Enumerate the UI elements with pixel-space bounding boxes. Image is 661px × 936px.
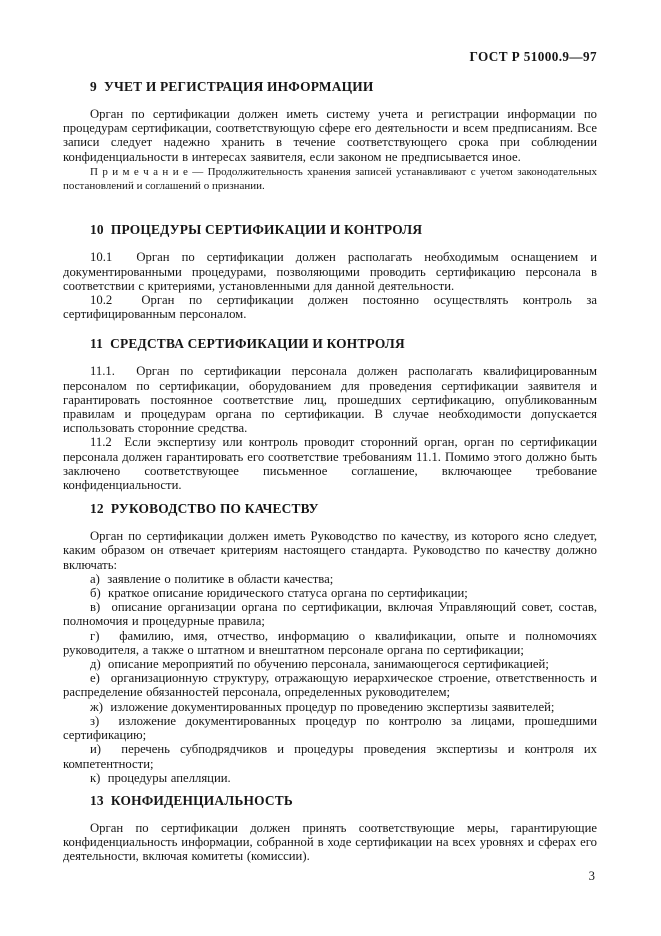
section-9-heading: 9 УЧЕТ И РЕГИСТРАЦИЯ ИНФОРМАЦИИ: [90, 79, 374, 94]
section-12-item-v: в) описание организации органа по сертификации, включая Управляющий совет, состав, полномочия и процедурные правила;: [63, 600, 597, 629]
section-11-heading: 11 СРЕДСТВА СЕРТИФИКАЦИИ И КОНТРОЛЯ: [90, 336, 405, 352]
page-content: [63, 0, 597, 884]
section-11-paragraph-1: 11.1. Орган по сертификации персонала должен располагать квалифицированным персоналом по сертификации, оборудованием для проведения сертификации заявителя и гарантировать постоянное соответствие лиц, прошедших сертификацию, опубликованным правилам и процедурам органа по сертификации. В случае необходимости допускается использовать сторонние средства.: [63, 364, 597, 436]
section-12-item-e: е) организационную структуру, отражающую иерархическое строение, ответственность и распределение обязанностей персонала, определенных руководителем;: [63, 671, 597, 700]
section-12-intro: Орган по сертификации должен иметь Руководство по качеству, из которого ясно следует, каким образом он отвечает критериям настоящего стандарта. Руководство по качеству должно включать:: [63, 529, 597, 572]
section-12-item-d: д) описание мероприятий по обучению персонала, занимающегося сертификацией;: [90, 657, 549, 672]
section-12-item-zh: ж) изложение документированных процедур по проведению экспертизы заявителей;: [90, 699, 555, 714]
section-10-paragraph-2: 10.2 Орган по сертификации должен постоянно осуществлять контроль за сертифицированным персоналом.: [63, 293, 597, 322]
section-9-note: П р и м е ч а н и е — Продолжительность хранения записей устанавливают с учетом законодательных постановлений и соглашений о признании.: [63, 165, 597, 192]
section-13-paragraph: Орган по сертификации должен принять соответствующие меры, гарантирующие конфиденциальность информации, собранной в ходе сертификации на всех уровнях и сферах его деятельности, включая комитеты (комиссии).: [63, 820, 597, 864]
section-13-heading: 13 КОНФИДЕНЦИАЛЬНОСТЬ: [90, 792, 293, 808]
section-9-paragraph: Орган по сертификации должен иметь систему учета и регистрации информации по процедурам сертификации, соответствующую сфере его деятельности и всем предписаниям. Все записи следует надежно хранить в течение соответствующего срока при соблюдении конфиденциальности в интересах заявителя, если законом не предписывается иное.: [63, 107, 597, 164]
section-10-paragraph-1: 10.1 Орган по сертификации должен располагать необходимым оснащением и документированными процедурами, позволяющими проводить сертификацию персонала в соответствии с критериями, установленными для данной деятельности.: [63, 250, 597, 293]
section-12-item-k: к) процедуры апелляции.: [90, 770, 231, 785]
page-number: 3: [588, 868, 595, 883]
section-12-item-i: и) перечень субподрядчиков и процедуры проведения экспертизы и контроля их компетентности;: [63, 742, 597, 771]
section-12-heading: 12 РУКОВОДСТВО ПО КАЧЕСТВУ: [90, 501, 319, 517]
section-12-item-b: б) краткое описание юридического статуса органа по сертификации;: [90, 586, 468, 601]
section-11-paragraph-2: 11.2 Если экспертизу или контроль проводит сторонний орган, орган по сертификации персонала должен гарантировать его соответствие требованиям 11.1. Помимо этого должно быть заключено соответствующее письменное соглашение, включающее требование конфиденциальности.: [63, 435, 597, 493]
section-12-item-z: з) изложение документированных процедур по контролю за лицами, прошедшими сертификацию;: [63, 713, 597, 743]
section-12-item-g: г) фамилию, имя, отчество, информацию о квалификации, опыте и полномочиях руководителя, а также о штатном и внештатном персонале органа по сертификации;: [63, 628, 597, 657]
running-header: ГОСТ Р 51000.9—97: [469, 49, 597, 64]
section-12-item-a: а) заявление о политике в области качества;: [90, 571, 334, 586]
section-10-heading: 10 ПРОЦЕДУРЫ СЕРТИФИКАЦИИ И КОНТРОЛЯ: [90, 222, 423, 238]
